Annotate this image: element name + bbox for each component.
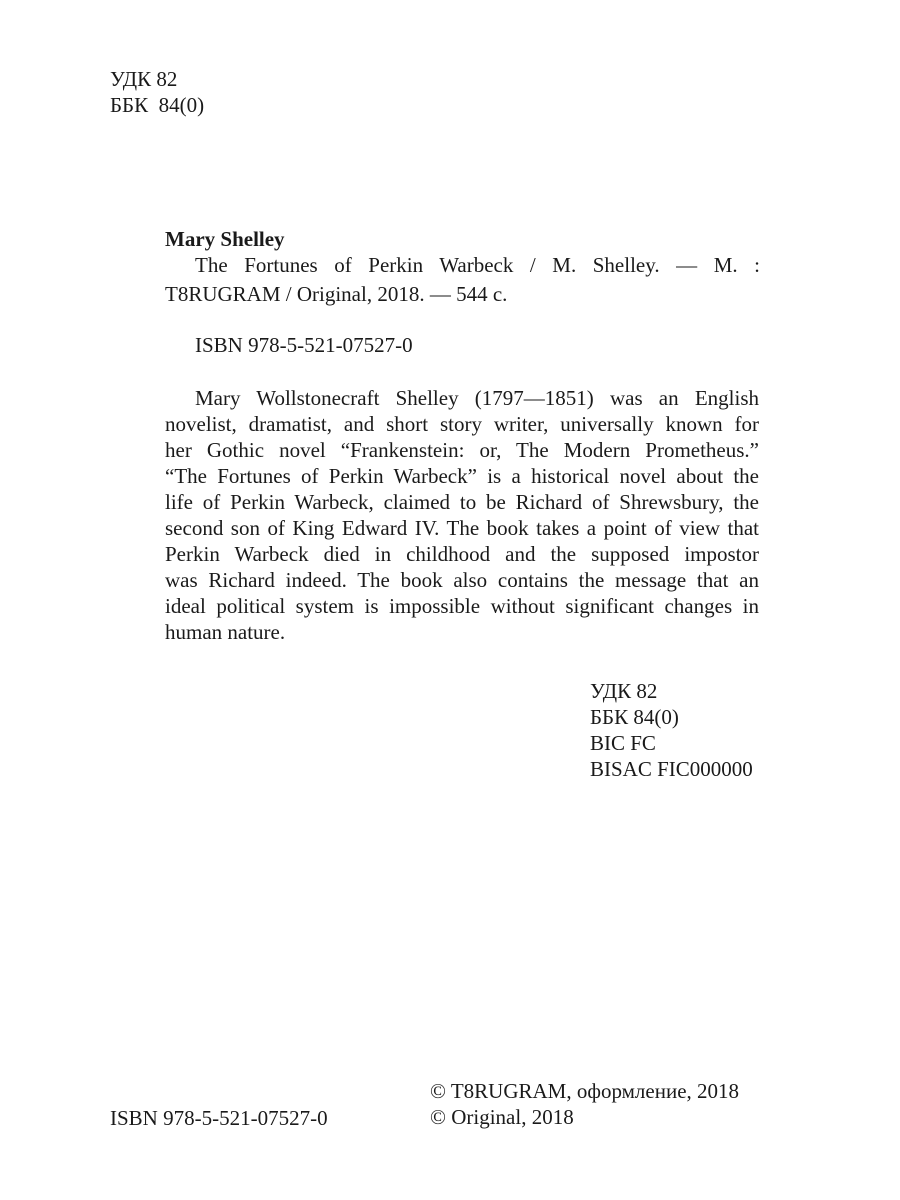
title-statement: The Fortunes of Perkin Warbeck / M. Shelley. — M. : [195,253,760,277]
abstract-line: ideal political system is impossible without significant changes in [165,594,759,618]
copyright-line: © Original, 2018 [430,1105,574,1129]
copyright-block [430,1078,739,1130]
isbn-entry: ISBN 978-5-521-07527-0 [195,333,413,357]
abstract-line: her Gothic novel “Frankenstein: or, The Modern Prometheus.” [165,438,759,462]
publication-statement: T8RUGRAM / Original, 2018. — 544 c. [165,282,508,306]
udk-code: УДК 82 [590,679,658,703]
bbk-code: ББК 84(0) [110,93,205,117]
abstract-line: human nature. [165,620,286,644]
abstract-line: novelist, dramatist, and short story writer, universally known for [165,412,759,436]
copyright-line: © T8RUGRAM, оформление, 2018 [430,1079,740,1103]
author-name: Mary Shelley [165,227,285,251]
bbk-code: ББК 84(0) [590,705,679,729]
abstract-line: was Richard indeed. The book also contains the message that an [165,568,759,592]
abstract-paragraph [165,385,759,645]
bisac-code: BISAC FIC000000 [590,757,753,781]
footer-isbn: ISBN 978-5-521-07527-0 [110,1106,328,1130]
abstract-line: Mary Wollstonecraft Shelley (1797—1851) was an English [195,386,759,410]
udk-code: УДК 82 [110,67,178,91]
top-classification-codes [110,66,204,118]
abstract-line: Perkin Warbeck died in childhood and the supposed impostor [165,542,759,566]
classification-codes [590,678,753,782]
bic-code: BIC FC [590,731,656,755]
abstract-line: life of Perkin Warbeck, claimed to be Richard of Shrewsbury, the [165,490,759,514]
abstract-line: second son of King Edward IV. The book takes a point of view that [165,516,759,540]
abstract-line: “The Fortunes of Perkin Warbeck” is a historical novel about the [165,464,759,488]
